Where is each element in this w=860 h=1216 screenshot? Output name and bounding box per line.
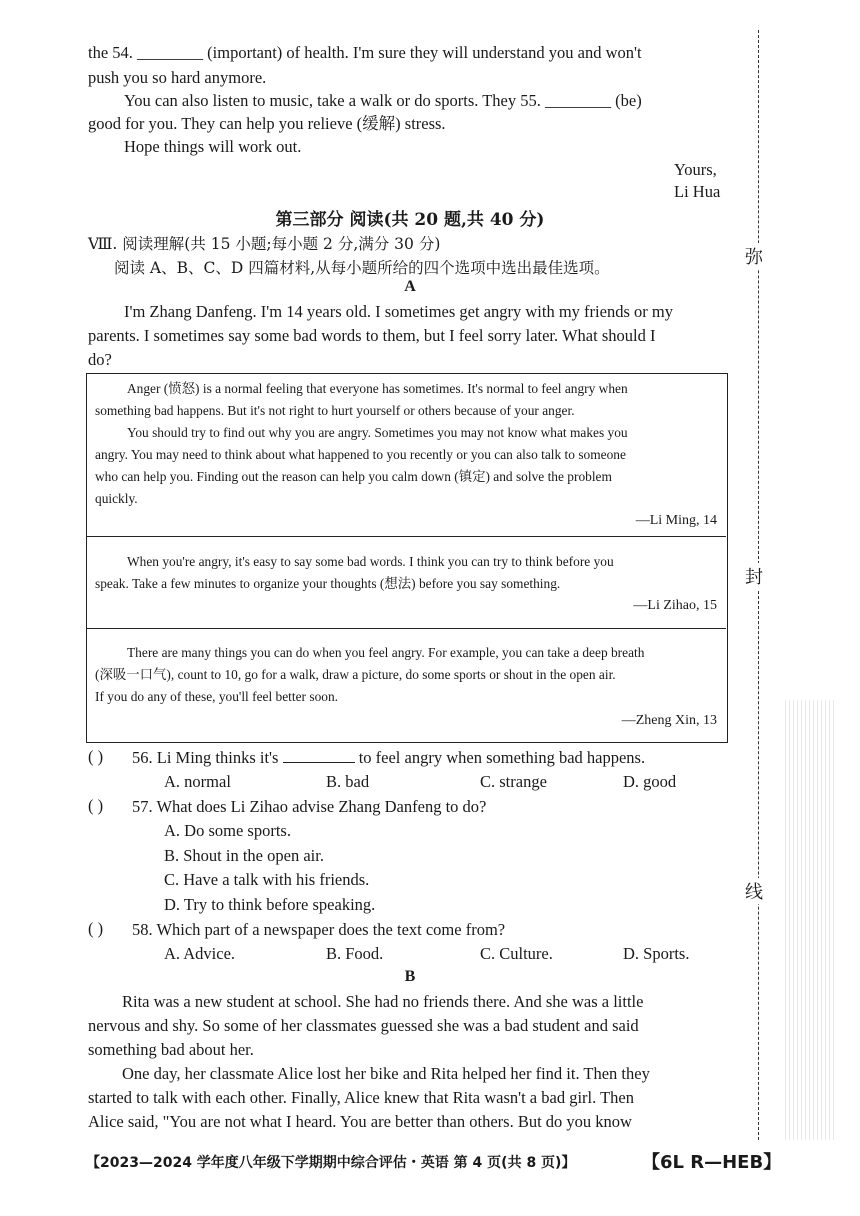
reading-instruction: 阅读 A、B、C、D 四篇材料,从每小题所给的四个选项中选出最佳选项。 — [114, 259, 610, 277]
reading-section-heading: Ⅷ. 阅读理解(共 15 小题;每小题 2 分,满分 30 分) — [88, 235, 441, 253]
binding-mark-mi: 弥 — [745, 243, 763, 269]
passage-b-line-3: something bad about her. — [88, 1040, 254, 1059]
q56-option-c[interactable]: C. strange — [480, 772, 547, 791]
box1-line-4: angry. You may need to think about what happened to you recently or you can also talk to someone — [95, 447, 626, 462]
box1-signature: —Li Ming, 14 — [635, 513, 717, 528]
q57-option-b[interactable]: B. Shout in the open air. — [164, 846, 324, 865]
box1-line-2: something bad happens. But it's not right to hurt yourself or others because of your anger. — [95, 403, 575, 418]
binding-mark-feng: 封 — [745, 563, 763, 589]
box2-signature: —Li Zihao, 15 — [633, 598, 717, 613]
letter-line-4: good for you. They can help you relieve (缓解) stress. — [88, 114, 446, 133]
response-box — [86, 373, 728, 743]
passage-b-line-1: Rita was a new student at school. She had no friends there. And she was a little — [122, 992, 644, 1011]
q56-blank[interactable] — [283, 748, 355, 763]
box1-line-3: You should try to find out why you are angry. Sometimes you may not know what makes you — [127, 425, 628, 440]
q58-option-b[interactable]: B. Food. — [326, 944, 384, 963]
footer-info: 【2023—2024 学年度八年级下学期期中综合评估・英语 第 4 页(共 8 页)】 — [86, 1155, 576, 1171]
passage-a-intro-3: do? — [88, 350, 112, 369]
q58-stem: 58. Which part of a newspaper does the text come from? — [132, 920, 506, 939]
box-divider-2 — [87, 628, 726, 629]
letter-line-3: You can also listen to music, take a walk or do sports. They 55. ________ (be) — [124, 91, 642, 110]
q58-option-c[interactable]: C. Culture. — [480, 944, 553, 963]
q57-stem: 57. What does Li Zihao advise Zhang Danfeng to do? — [132, 797, 487, 816]
q56-option-d[interactable]: D. good — [623, 772, 677, 791]
passage-b-line-2: nervous and shy. So some of her classmates guessed she was a bad student and said — [88, 1016, 639, 1035]
box2-line-2: speak. Take a few minutes to organize your thoughts (想法) before you say something. — [95, 576, 561, 591]
box1-line-6: quickly. — [95, 491, 138, 506]
q58-answer-paren[interactable]: ( ) — [88, 919, 104, 938]
q56-stem-b: to feel angry when something bad happens. — [358, 748, 646, 767]
box-divider-1 — [87, 536, 726, 537]
box3-line-2: (深吸一口气), count to 10, go for a walk, draw a picture, do some sports or shout in the open air. — [95, 667, 616, 682]
box3-signature: —Zheng Xin, 13 — [621, 713, 717, 728]
passage-b-label: B — [404, 968, 416, 985]
passage-a-intro-1: I'm Zhang Danfeng. I'm 14 years old. I sometimes get angry with my friends or my — [124, 302, 673, 321]
passage-a-label: A — [404, 278, 416, 295]
q56-answer-paren[interactable]: ( ) — [88, 747, 104, 766]
passage-b-line-6: Alice said, "You are not what I heard. You are better than others. But do you know — [88, 1112, 632, 1131]
box3-line-3: If you do any of these, you'll feel better soon. — [95, 689, 339, 704]
part3-title: 第三部分 阅读(共 20 题,共 40 分) — [275, 210, 545, 230]
box3-line-1: There are many things you can do when you feel angry. For example, you can take a deep breath — [127, 645, 645, 660]
letter-line-2: push you so hard anymore. — [88, 68, 267, 87]
footer-code: 【6L R—HEB】 — [642, 1152, 782, 1173]
passage-a-intro-2: parents. I sometimes say some bad words to them, but I feel sorry later. What should I — [88, 326, 656, 345]
binding-mark-xian: 线 — [745, 878, 763, 904]
q57-answer-paren[interactable]: ( ) — [88, 796, 104, 815]
q57-option-a[interactable]: A. Do some sports. — [164, 821, 291, 840]
box2-line-1: When you're angry, it's easy to say some bad words. I think you can try to think before you — [127, 554, 614, 569]
scan-shadow — [785, 700, 835, 1140]
q57-option-d[interactable]: D. Try to think before speaking. — [164, 895, 376, 914]
passage-b-line-5: started to talk with each other. Finally, Alice knew that Rita wasn't a bad girl. Then — [88, 1088, 634, 1107]
q56-option-b[interactable]: B. bad — [326, 772, 370, 791]
q56-option-a[interactable]: A. normal — [164, 772, 231, 791]
q58-option-d[interactable]: D. Sports. — [623, 944, 690, 963]
q58-option-a[interactable]: A. Advice. — [164, 944, 236, 963]
box1-line-1: Anger (愤怒) is a normal feeling that everyone has sometimes. It's normal to feel angry when — [127, 381, 628, 396]
q56-stem-a: 56. Li Ming thinks it's — [132, 748, 279, 767]
letter-closing: Yours, — [674, 160, 717, 179]
letter-line-5: Hope things will work out. — [124, 137, 302, 156]
passage-b-line-4: One day, her classmate Alice lost her bike and Rita helped her find it. Then they — [122, 1064, 650, 1083]
q56-stem — [132, 747, 645, 769]
letter-signature: Li Hua — [674, 182, 721, 201]
letter-line-1: the 54. ________ (important) of health. I'm sure they will understand you and won't — [88, 43, 642, 62]
q57-option-c[interactable]: C. Have a talk with his friends. — [164, 870, 370, 889]
box1-line-5: who can help you. Finding out the reason can help you calm down (镇定) and solve the problem — [95, 469, 612, 484]
